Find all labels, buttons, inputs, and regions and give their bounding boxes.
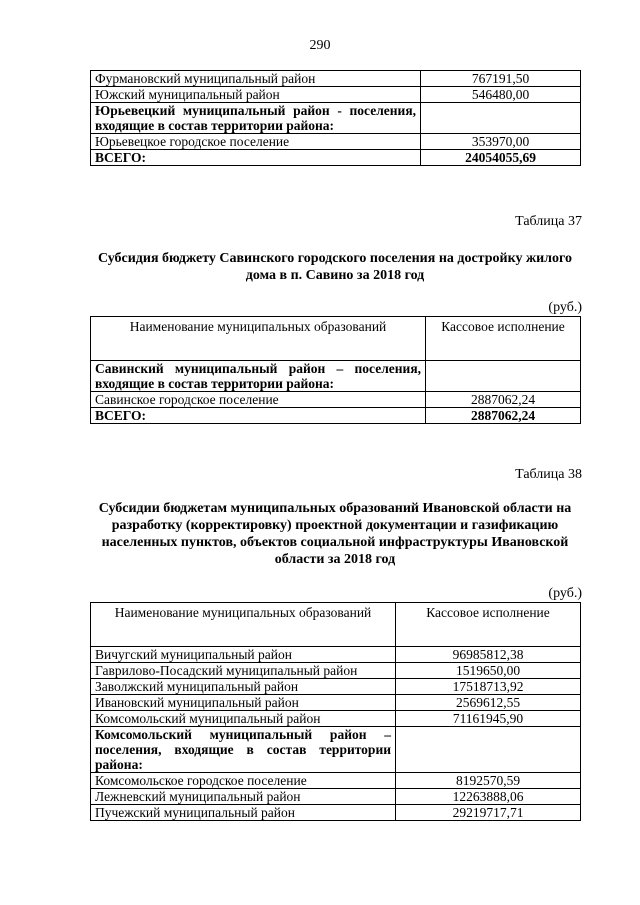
table-38-title: Субсидии бюджетам муниципальных образований Ивановской области на разработку (корректировку) проектной документации и газификацию населенных пунктов, объектов социальной инфраструктуры Ивановской области за 2018 год [98,501,572,567]
table-continuation [90,70,581,166]
row-value: 546480,00 [421,87,581,103]
row-name: Фурмановский муниципальный район [91,71,421,87]
row-value: 2569612,55 [396,695,581,711]
table-row [91,773,581,789]
table-row [91,392,581,408]
table-row [91,408,581,424]
row-name: Юрьевецкое городское поселение [91,134,421,150]
row-value: 2887062,24 [426,408,581,424]
table-37 [90,316,581,424]
row-value: 2887062,24 [426,392,581,408]
table-37-label: Таблица 37 [515,214,582,229]
page-number: 290 [309,38,331,53]
table-row [91,103,581,134]
row-name: Вичугский муниципальный район [91,647,396,663]
table-row [91,727,581,773]
table-38-unit: (руб.) [548,586,582,601]
table-row [91,789,581,805]
row-name: Савинское городское поселение [91,392,426,408]
table-row [91,134,581,150]
row-name: Комсомольский муниципальный район – поселения, входящие в состав территории района: [91,727,396,773]
table-row [91,361,581,392]
row-value: 353970,00 [421,134,581,150]
table-row [91,695,581,711]
table-38 [90,602,581,821]
row-name: ВСЕГО: [91,150,421,166]
row-name: Южский муниципальный район [91,87,421,103]
table-38-header-value: Кассовое исполнение [396,603,581,647]
table-37-title: Субсидия бюджету Савинского городского поселения на достройку жилого дома в п. Савино за 2018 год [97,251,573,283]
row-value: 12263888,06 [396,789,581,805]
row-value: 24054055,69 [421,150,581,166]
table-row [91,87,581,103]
row-value [421,103,581,134]
row-name: ВСЕГО: [91,408,426,424]
row-value: 29219717,71 [396,805,581,821]
row-value: 8192570,59 [396,773,581,789]
table-row [91,150,581,166]
table-row [91,663,581,679]
row-value: 96985812,38 [396,647,581,663]
row-value [396,727,581,773]
row-name: Заволжский муниципальный район [91,679,396,695]
row-name: Гаврилово-Посадский муниципальный район [91,663,396,679]
row-name: Савинский муниципальный район – поселения, входящие в состав территории района: [91,361,426,392]
table-37-header-name: Наименование муниципальных образований [91,317,426,361]
table-37-unit: (руб.) [548,300,582,315]
row-name: Пучежский муниципальный район [91,805,396,821]
table-row [91,71,581,87]
row-value: 767191,50 [421,71,581,87]
row-name: Ивановский муниципальный район [91,695,396,711]
row-name: Лежневский муниципальный район [91,789,396,805]
table-row [91,805,581,821]
table-row [91,647,581,663]
row-name: Юрьевецкий муниципальный район - поселения, входящие в состав территории района: [91,103,421,134]
row-value: 17518713,92 [396,679,581,695]
row-value [426,361,581,392]
table-37-header-value: Кассовое исполнение [426,317,581,361]
table-38-label: Таблица 38 [515,467,582,482]
table-row [91,711,581,727]
row-name: Комсомольское городское поселение [91,773,396,789]
row-name: Комсомольский муниципальный район [91,711,396,727]
row-value: 1519650,00 [396,663,581,679]
table-row [91,679,581,695]
row-value: 71161945,90 [396,711,581,727]
table-38-header-name: Наименование муниципальных образований [91,603,396,647]
